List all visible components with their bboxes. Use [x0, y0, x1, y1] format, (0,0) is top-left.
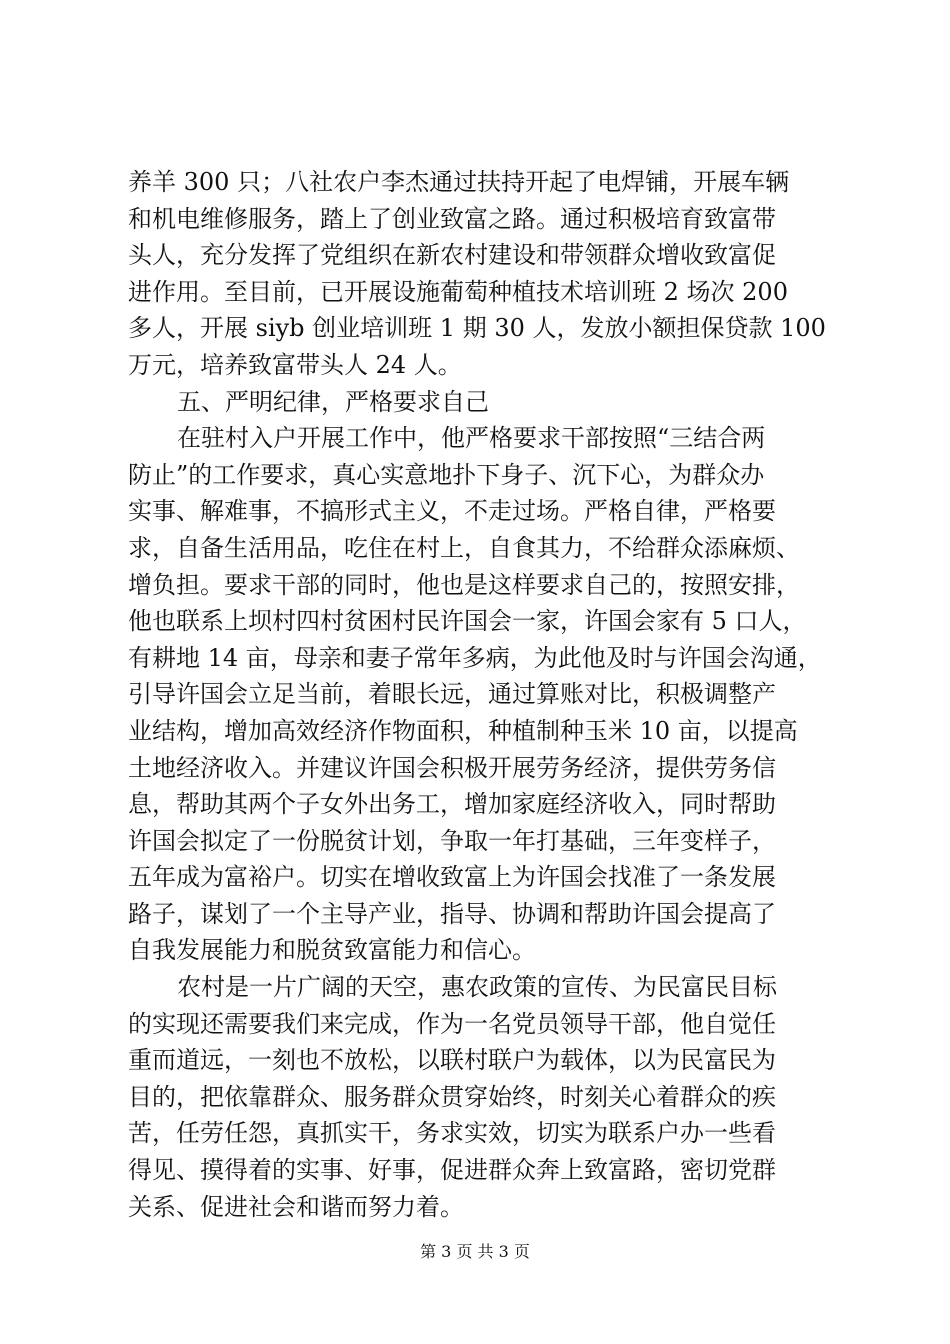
text-line: 五年成为富裕户。切实在增收致富上为许国会找准了一条发展: [128, 863, 776, 892]
text-line: 多人，开展 siyb 创业培训班 1 期 30 人，发放小额担保贷款 100: [128, 314, 826, 343]
text-line: 在驻村入户开展工作中，他严格要求干部按照“三结合两: [177, 424, 766, 453]
text-line: 有耕地 14 亩，母亲和妻子常年多病，为此他及时与许国会沟通，: [128, 643, 822, 672]
text-line: 的实现还需要我们来完成，作为一名党员领导干部，他自觉任: [128, 1009, 776, 1038]
text-line: 苦，任劳任怨，真抓实干，务求实效，切实为联系户办一些看: [128, 1119, 776, 1148]
text-line: 农村是一片广阔的天空，惠农政策的宣传、为民富民目标: [177, 973, 777, 1002]
text-line: 息，帮助其两个子女外出务工，增加家庭经济收入，同时帮助: [128, 790, 776, 819]
text-line: 业结构，增加高效经济作物面积，种植制种玉米 10 亩，以提高: [128, 716, 798, 745]
document-body: [128, 164, 828, 1225]
text-line: 目的，把依靠群众、服务群众贯穿始终，时刻关心着群众的疾: [128, 1082, 776, 1111]
text-line: 自我发展能力和脱贫致富能力和信心。: [128, 936, 536, 965]
text-line: 许国会拟定了一份脱贫计划，争取一年打基础，三年变样子，: [128, 826, 776, 855]
text-line: 五、严明纪律，严格要求自己: [177, 387, 489, 416]
text-line: 头人，充分发挥了党组织在新农村建设和带领群众增收致富促: [128, 241, 776, 270]
page-footer: 第 3 页 共 3 页: [420, 1242, 530, 1261]
text-line: 关系、促进社会和谐而努力着。: [128, 1192, 464, 1221]
text-line: 求，自备生活用品，吃住在村上，自食其力，不给群众添麻烦、: [128, 533, 800, 562]
text-line: 养羊 300 只；八社农户李杰通过扶持开起了电焊铺，开展车辆: [128, 168, 790, 196]
text-line: 实事、解难事，不搞形式主义，不走过场。严格自律，严格要: [128, 497, 776, 526]
text-line: 引导许国会立足当前，着眼长远，通过算账对比，积极调整产: [128, 680, 776, 709]
text-line: 万元，培养致富带头人 24 人。: [128, 350, 462, 379]
text-line: 和机电维修服务，踏上了创业致富之路。通过积极培育致富带: [128, 204, 776, 233]
text-line: 土地经济收入。并建议许国会积极开展劳务经济，提供劳务信: [128, 753, 776, 782]
text-line: 重而道远，一刻也不放松，以联村联户为载体，以为民富民为: [128, 1046, 776, 1075]
text-line: 得见、摸得着的实事、好事，促进群众奔上致富路，密切党群: [128, 1156, 776, 1185]
text-line: 进作用。至目前，已开展设施葡萄种植技术培训班 2 场次 200: [128, 277, 788, 306]
text-line: 路子，谋划了一个主导产业，指导、协调和帮助许国会提高了: [128, 899, 776, 928]
text-line: 他也联系上坝村四村贫困村民许国会一家，许国会家有 5 口人，: [128, 607, 807, 636]
text-line: 增负担。要求干部的同时，他也是这样要求自己的，按照安排，: [128, 570, 800, 599]
text-line: 防止”的工作要求，真心实意地扑下身子、沉下心，为群众办: [128, 460, 765, 489]
